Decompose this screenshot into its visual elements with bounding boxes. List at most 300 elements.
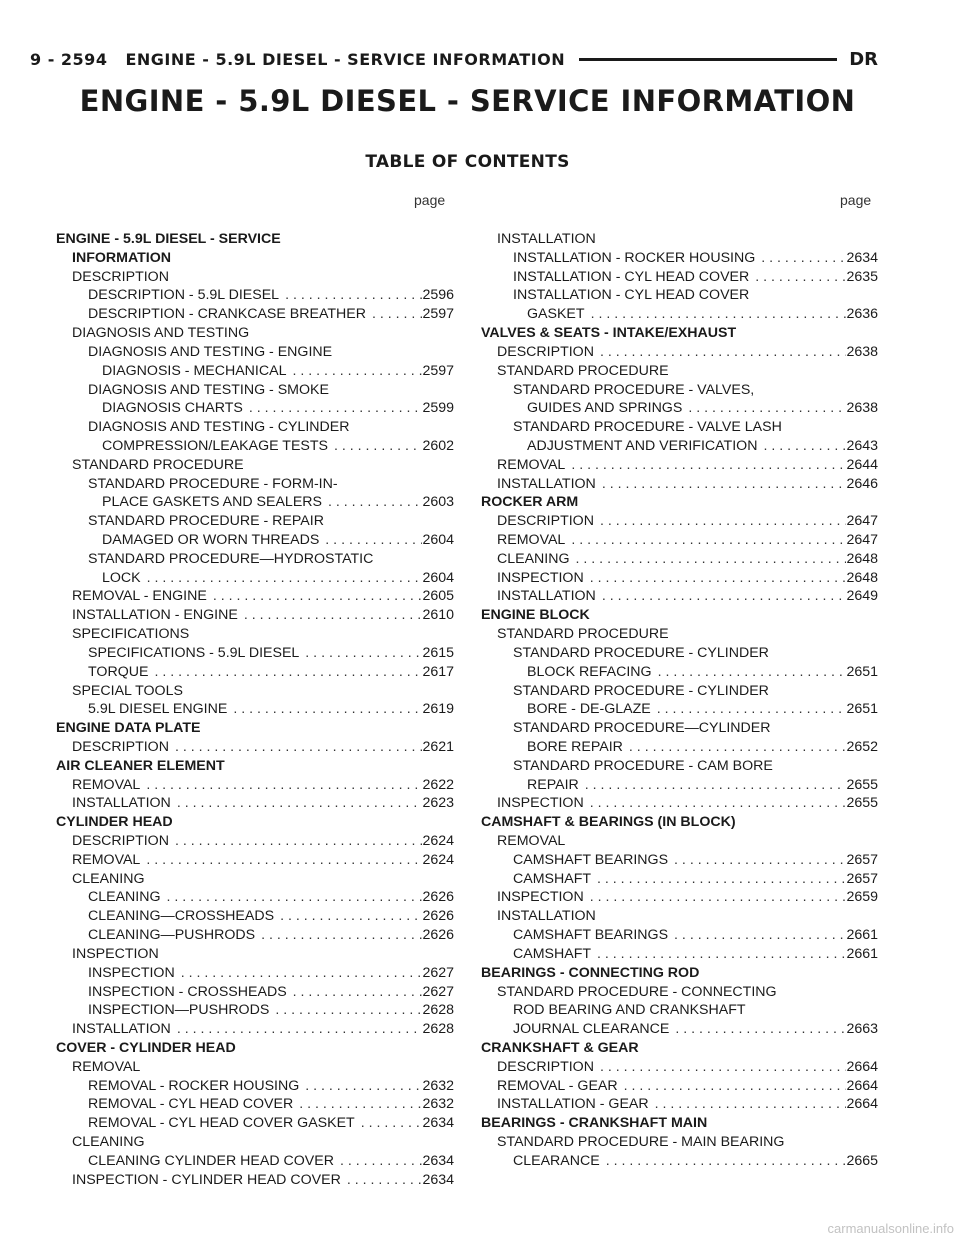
toc-entry-title: STANDARD PROCEDURE [497, 362, 669, 379]
toc-entry-title: PLACE GASKETS AND SEALERS [102, 494, 322, 511]
toc-entry [56, 286, 454, 305]
toc-entry-title: DIAGNOSIS AND TESTING - CYLINDER [88, 419, 350, 436]
toc-entry [56, 362, 454, 381]
toc-entry-title: REMOVAL [497, 456, 566, 473]
dot-leader [171, 794, 423, 813]
dot-leader [591, 870, 846, 889]
toc-entry [481, 1077, 878, 1096]
toc-entry [481, 682, 878, 701]
toc-entry-title: DESCRIPTION - CRANKCASE BREATHER [88, 306, 367, 323]
dot-leader [584, 888, 847, 907]
toc-entry-title: STANDARD PROCEDURE - CYLINDER [513, 682, 769, 699]
toc-page-number: 2619 [422, 701, 454, 718]
toc-entry [56, 682, 454, 701]
toc-entry-title: ENGINE DATA PLATE [56, 720, 201, 737]
toc-entry [481, 286, 878, 305]
toc-entry-title: STANDARD PROCEDURE - CAM BORE [513, 757, 773, 774]
toc-entry [56, 625, 454, 644]
toc-entry-title: AIR CLEANER ELEMENT [56, 757, 225, 774]
dot-leader [293, 1095, 422, 1114]
toc-section-heading [481, 493, 878, 512]
dot-leader [600, 1152, 847, 1171]
dot-leader [584, 794, 847, 813]
toc-page-number: 2664 [846, 1096, 878, 1113]
toc-entry [481, 1020, 878, 1039]
toc-entry-title: BEARINGS - CRANKSHAFT MAIN [481, 1115, 708, 1132]
dot-leader [749, 268, 846, 287]
dot-leader [591, 945, 846, 964]
toc-entry-title: ADJUSTMENT AND VERIFICATION [527, 437, 758, 454]
toc-entry [56, 738, 454, 757]
toc-entry-title: CLEANING—CROSSHEADS [88, 908, 275, 925]
dot-leader [286, 362, 422, 381]
toc-page-number: 2661 [846, 927, 878, 944]
toc-entry [481, 550, 878, 569]
toc-page-number: 2636 [846, 306, 878, 323]
toc-section-heading [56, 719, 454, 738]
dot-leader [319, 531, 422, 550]
dot-leader [169, 738, 422, 757]
toc-entry [56, 456, 454, 475]
toc-entry [481, 888, 878, 907]
toc-entry-title: DIAGNOSIS AND TESTING [72, 325, 250, 342]
toc-entry [56, 888, 454, 907]
dot-leader [565, 531, 846, 550]
toc-entry [56, 1152, 454, 1171]
toc-entry [56, 644, 454, 663]
dot-leader [594, 343, 846, 362]
toc-entry-title: SPECIAL TOOLS [72, 682, 183, 699]
dot-leader [596, 587, 847, 606]
dot-leader [287, 983, 423, 1002]
toc-entry-title: TORQUE [88, 663, 149, 680]
toc-entry [481, 1058, 878, 1077]
toc-page-number: 2627 [422, 964, 454, 981]
toc-entry-title: SPECIFICATIONS - 5.9L DIESEL [88, 644, 300, 661]
toc-page-number: 2597 [422, 362, 454, 379]
toc-entry [56, 945, 454, 964]
toc-section-heading [481, 1039, 878, 1058]
toc-entry-title: DESCRIPTION - 5.9L DIESEL [88, 287, 280, 304]
dot-leader [207, 587, 423, 606]
toc-entry-title: LOCK [102, 569, 141, 586]
toc-page-number: 2647 [846, 532, 878, 548]
toc-heading: TABLE OF CONTENTS [365, 152, 570, 172]
toc-entry [481, 456, 878, 475]
toc-entry [481, 644, 878, 663]
toc-page-number: 2604 [422, 532, 454, 548]
toc-entry [56, 794, 454, 813]
dot-leader [243, 399, 423, 418]
dot-leader [682, 399, 846, 418]
toc-column-right [481, 230, 878, 1171]
dot-leader [279, 286, 422, 305]
toc-entry-title: DIAGNOSIS - MECHANICAL [102, 362, 287, 379]
toc-entry [481, 1001, 878, 1020]
header-rule [579, 58, 837, 61]
toc-page-number: 2649 [846, 588, 878, 605]
toc-page-number: 2602 [422, 437, 454, 454]
toc-entry-title: CAMSHAFT BEARINGS [513, 927, 669, 944]
dot-leader [328, 437, 422, 456]
toc-entry-title: INSPECTION [88, 964, 175, 981]
toc-entry-title: INSTALLATION - GEAR [497, 1096, 649, 1113]
toc-section-heading [481, 324, 878, 343]
toc-entry-title: CYLINDER HEAD [56, 814, 173, 831]
watermark: carmanualsonline.info [827, 1221, 954, 1236]
toc-entry-title: DESCRIPTION [72, 738, 169, 755]
toc-entry-title: STANDARD PROCEDURE—HYDROSTATIC [88, 550, 374, 567]
toc-page-number: 2665 [846, 1152, 878, 1169]
dot-leader [299, 644, 422, 663]
dot-leader [269, 1001, 422, 1020]
toc-entry-title: REMOVAL - GEAR [497, 1077, 618, 1094]
toc-column-left [56, 230, 454, 1189]
toc-entry-title: INSPECTION—PUSHRODS [88, 1002, 270, 1019]
toc-entry-title: ENGINE BLOCK [481, 607, 590, 624]
dot-leader [161, 888, 423, 907]
toc-entry [481, 926, 878, 945]
toc-page-number: 2610 [422, 607, 454, 624]
toc-page-number: 2644 [846, 456, 878, 473]
toc-entry [56, 1077, 454, 1096]
toc-entry-title: BORE REPAIR [527, 738, 623, 755]
toc-entry [481, 569, 878, 588]
toc-entry-title: STANDARD PROCEDURE—CYLINDER [513, 720, 771, 737]
toc-page-number: 2646 [846, 475, 878, 492]
toc-entry [56, 1001, 454, 1020]
dot-leader [652, 663, 847, 682]
toc-entry-title: INSTALLATION [72, 795, 171, 812]
toc-entry-title: INSPECTION [72, 945, 159, 962]
dot-leader [140, 851, 422, 870]
toc-page-number: 2623 [422, 795, 454, 812]
toc-entry-title: REPAIR [527, 776, 579, 793]
dot-leader [565, 456, 846, 475]
toc-entry [56, 870, 454, 889]
toc-entry [56, 1020, 454, 1039]
dot-leader [227, 700, 422, 719]
dot-leader [175, 964, 423, 983]
dot-leader [649, 1095, 847, 1114]
toc-page-number: 2655 [846, 795, 878, 812]
toc-entry [56, 926, 454, 945]
dot-leader [169, 832, 422, 851]
toc-entry-title: CLEANING [72, 870, 145, 887]
toc-page-number: 2638 [846, 400, 878, 417]
dot-leader [651, 700, 847, 719]
toc-entry-title: BLOCK REFACING [527, 663, 652, 680]
toc-entry [56, 1171, 454, 1190]
toc-page-number: 2659 [846, 889, 878, 906]
dot-leader [669, 1020, 846, 1039]
toc-entry [56, 1058, 454, 1077]
toc-entry-title: INSPECTION [497, 569, 584, 586]
toc-entry-title: STANDARD PROCEDURE - MAIN BEARING [497, 1134, 785, 1150]
page-title: ENGINE - 5.9L DIESEL - SERVICE INFORMATION [79, 84, 856, 118]
toc-entry-title: STANDARD PROCEDURE - CYLINDER [513, 644, 769, 661]
toc-entry-title: CLEARANCE [513, 1152, 600, 1169]
dot-leader [668, 926, 846, 945]
toc-entry-title: CAMSHAFT [513, 870, 592, 887]
toc-entry [56, 324, 454, 343]
toc-entry-title: DESCRIPTION [72, 268, 169, 285]
dot-leader [755, 249, 846, 268]
toc-entry-title: INSTALLATION - CYL HEAD COVER [513, 287, 750, 304]
toc-entry-title: INSTALLATION [497, 231, 596, 247]
dot-leader [140, 776, 422, 795]
toc-entry-title: REMOVAL [497, 833, 566, 849]
toc-entry [481, 851, 878, 870]
toc-section-heading [56, 249, 454, 268]
toc-entry-title: STANDARD PROCEDURE - REPAIR [88, 513, 324, 530]
toc-page-number: 2605 [422, 588, 454, 605]
toc-entry-title: DESCRIPTION [497, 343, 594, 360]
toc-page-number: 2663 [846, 1021, 878, 1038]
toc-entry-title: ROD BEARING AND CRANKSHAFT [513, 1002, 746, 1019]
toc-entry-title: STANDARD PROCEDURE - VALVE LASH [513, 419, 782, 436]
toc-entry-title: DESCRIPTION [72, 833, 169, 849]
dot-leader [594, 1058, 846, 1077]
running-title: ENGINE - 5.9L DIESEL - SERVICE INFORMATION [125, 49, 566, 69]
dot-leader [299, 1077, 422, 1096]
toc-entry [56, 832, 454, 851]
toc-section-heading [481, 606, 878, 625]
toc-page-number: 2615 [422, 644, 454, 661]
toc-section-heading [56, 1039, 454, 1058]
toc-entry [56, 1095, 454, 1114]
toc-entry [481, 399, 878, 418]
dot-leader [570, 550, 847, 569]
toc-entry [56, 1133, 454, 1152]
toc-page-number: 2648 [846, 569, 878, 586]
toc-entry-title: ROCKER ARM [481, 494, 579, 511]
toc-entry-title: INSTALLATION [72, 1021, 171, 1038]
toc-entry-title: REMOVAL [72, 851, 141, 868]
toc-entry [56, 776, 454, 795]
toc-entry-title: INSPECTION [497, 889, 584, 906]
toc-entry [481, 776, 878, 795]
dot-leader [668, 851, 846, 870]
toc-page-number: 2634 [422, 1171, 454, 1188]
toc-entry [481, 268, 878, 287]
toc-entry [481, 832, 878, 851]
toc-entry [56, 700, 454, 719]
toc-entry-title: SPECIFICATIONS [72, 626, 190, 643]
toc-page-number: 2638 [846, 343, 878, 360]
toc-page-number: 2632 [422, 1096, 454, 1113]
toc-entry [56, 437, 454, 456]
toc-entry-title: STANDARD PROCEDURE [497, 626, 669, 643]
toc-entry-title: INSPECTION [497, 795, 584, 812]
toc-entry-title: REMOVAL - ENGINE [72, 588, 207, 605]
toc-page-number: 2624 [422, 851, 454, 868]
toc-entry [481, 1152, 878, 1171]
toc-entry-title: INFORMATION [72, 249, 172, 266]
toc-entry-title: GASKET [527, 306, 585, 323]
toc-page-number: 2632 [422, 1077, 454, 1094]
toc-page-number: 2628 [422, 1002, 454, 1019]
toc-entry-title: BEARINGS - CONNECTING ROD [481, 964, 700, 981]
toc-entry [481, 983, 878, 1002]
dot-leader [171, 1020, 423, 1039]
toc-entry-title: JOURNAL CLEARANCE [513, 1021, 670, 1038]
toc-entry-title: BORE - DE-GLAZE [527, 701, 651, 718]
toc-entry-title: REMOVAL - CYL HEAD COVER GASKET [88, 1115, 355, 1132]
toc-entry-title: INSTALLATION [497, 475, 596, 492]
toc-entry [56, 305, 454, 324]
toc-entry-title: INSTALLATION - ROCKER HOUSING [513, 249, 756, 266]
toc-entry-title: INSTALLATION [497, 908, 596, 925]
toc-page-number: 2648 [846, 550, 878, 567]
toc-entry [56, 983, 454, 1002]
toc-entry [56, 851, 454, 870]
toc-entry-title: CLEANING [497, 550, 570, 567]
toc-page-number: 2651 [846, 663, 878, 680]
toc-entry [56, 418, 454, 437]
toc-section-heading [481, 964, 878, 983]
toc-page-number: 2657 [846, 851, 878, 868]
toc-entry-title: DIAGNOSIS AND TESTING - SMOKE [88, 381, 329, 398]
toc-entry [56, 964, 454, 983]
toc-page-number: 2652 [846, 738, 878, 755]
dot-leader [274, 907, 422, 926]
toc-entry [481, 1095, 878, 1114]
toc-entry [481, 512, 878, 531]
toc-page-number: 2596 [422, 287, 454, 304]
toc-entry [481, 663, 878, 682]
toc-entry-title: GUIDES AND SPRINGS [527, 400, 683, 417]
toc-entry [56, 381, 454, 400]
toc-page-number: 2617 [422, 663, 454, 680]
toc-entry [481, 870, 878, 889]
toc-entry-title: CLEANING—PUSHRODS [88, 927, 256, 944]
toc-entry-title: INSTALLATION - ENGINE [72, 607, 238, 624]
toc-entry-title: INSPECTION - CROSSHEADS [88, 983, 287, 1000]
toc-page-number: 2657 [846, 870, 878, 887]
toc-page-number: 2651 [846, 701, 878, 718]
toc-page-number: 2655 [846, 776, 878, 793]
toc-entry-title: DESCRIPTION [497, 513, 594, 530]
toc-entry-title: CLEANING CYLINDER HEAD COVER [88, 1152, 334, 1169]
toc-entry-title: INSTALLATION - CYL HEAD COVER [513, 268, 750, 285]
toc-entry-title: DIAGNOSIS AND TESTING - ENGINE [88, 343, 333, 360]
toc-page-number: 2604 [422, 569, 454, 586]
toc-entry-title: 5.9L DIESEL ENGINE [88, 701, 228, 718]
toc-entry [481, 437, 878, 456]
toc-entry-title: REMOVAL - ROCKER HOUSING [88, 1077, 300, 1094]
toc-entry [56, 343, 454, 362]
toc-entry-title: COVER - CYLINDER HEAD [56, 1039, 236, 1056]
toc-entry [481, 362, 878, 381]
toc-entry-title: REMOVAL - CYL HEAD COVER [88, 1096, 294, 1113]
toc-entry-title: STANDARD PROCEDURE - CONNECTING [497, 983, 777, 1000]
page-number: 9 - 2594 [30, 49, 108, 69]
page-column-label-left: page [414, 192, 446, 208]
toc-entry [481, 475, 878, 494]
toc-page-number: 2621 [422, 738, 454, 755]
toc-entry-title: CLEANING [72, 1134, 145, 1150]
toc-entry-title: REMOVAL [72, 776, 141, 793]
toc-page-number: 2634 [422, 1152, 454, 1169]
toc-page-number: 2599 [422, 400, 454, 417]
dot-leader [322, 493, 422, 512]
toc-entry-title: DAMAGED OR WORN THREADS [102, 532, 320, 548]
toc-entry [56, 399, 454, 418]
toc-page-number: 2626 [422, 889, 454, 906]
toc-entry [56, 587, 454, 606]
toc-entry [56, 268, 454, 287]
toc-entry [56, 569, 454, 588]
toc-section-heading [56, 813, 454, 832]
toc-entry-title: STANDARD PROCEDURE [72, 456, 244, 473]
toc-entry-title: INSPECTION - CYLINDER HEAD COVER [72, 1171, 341, 1188]
toc-entry [481, 738, 878, 757]
toc-entry-title: CLEANING [88, 889, 161, 906]
running-header [30, 47, 878, 71]
toc-entry-title: CAMSHAFT & BEARINGS (IN BLOCK) [481, 814, 736, 831]
toc-page-number: 2627 [422, 983, 454, 1000]
dot-leader [141, 569, 423, 588]
toc-entry [481, 794, 878, 813]
toc-entry [481, 907, 878, 926]
toc-entry-title: CAMSHAFT [513, 945, 592, 962]
toc-entry [481, 1133, 878, 1152]
toc-page-number: 2597 [422, 306, 454, 323]
toc-entry [56, 1114, 454, 1133]
dot-leader [366, 305, 422, 324]
dot-leader [341, 1171, 423, 1190]
toc-page-number: 2634 [422, 1115, 454, 1132]
dot-leader [584, 569, 847, 588]
toc-entry-title: STANDARD PROCEDURE - VALVES, [513, 381, 755, 398]
toc-entry [481, 381, 878, 400]
toc-entry-title: VALVES & SEATS - INTAKE/EXHAUST [481, 325, 737, 342]
toc-page-number: 2643 [846, 437, 878, 454]
toc-entry [481, 700, 878, 719]
toc-page-number: 2628 [422, 1021, 454, 1038]
toc-entry [56, 907, 454, 926]
toc-entry-title: CAMSHAFT BEARINGS [513, 851, 669, 868]
dot-leader [596, 475, 847, 494]
toc-entry-title: DESCRIPTION [497, 1058, 594, 1075]
toc-section-heading [56, 230, 454, 249]
toc-entry [481, 230, 878, 249]
dot-leader [355, 1114, 423, 1133]
toc-entry [481, 587, 878, 606]
toc-page-number: 2664 [846, 1077, 878, 1094]
toc-entry [481, 757, 878, 776]
toc-entry [481, 343, 878, 362]
toc-page-number: 2624 [422, 833, 454, 849]
toc-entry [56, 493, 454, 512]
toc-page-number: 2634 [846, 249, 878, 266]
toc-entry [481, 625, 878, 644]
toc-entry-title: STANDARD PROCEDURE - FORM-IN- [88, 475, 338, 492]
toc-section-heading [481, 1114, 878, 1133]
toc-entry [56, 663, 454, 682]
toc-page-number: 2626 [422, 908, 454, 925]
dot-leader [594, 512, 846, 531]
toc-entry [56, 606, 454, 625]
toc-entry [481, 945, 878, 964]
toc-entry-title: ENGINE - 5.9L DIESEL - SERVICE [56, 231, 281, 247]
toc-entry [481, 418, 878, 437]
toc-page-number: 2603 [422, 494, 454, 511]
toc-entry [481, 719, 878, 738]
dot-leader [618, 1077, 847, 1096]
toc-entry-title: DIAGNOSIS CHARTS [102, 400, 243, 417]
